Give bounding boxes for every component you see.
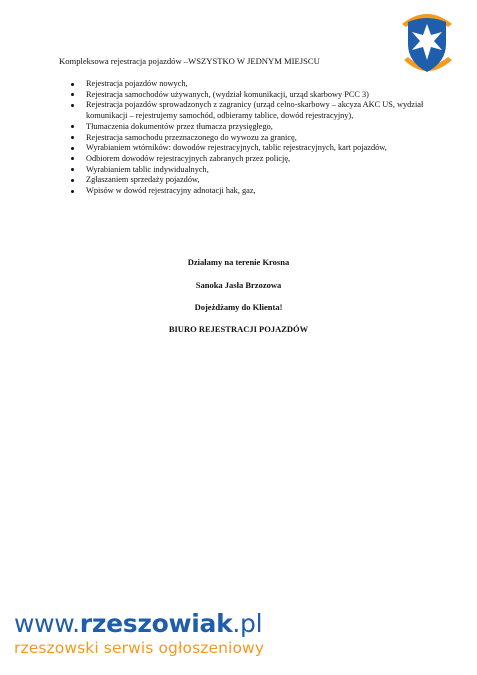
footer-brand: [14, 610, 264, 657]
company-name: BIURO REJESTRACJI POJAZDÓW: [168, 324, 309, 334]
rzeszowiak-cross-logo-icon: [398, 8, 456, 78]
services-list: [86, 79, 426, 197]
list-item: Wyrabianiem wtórników: dowodów rejestracyjnych, tablic rejestracyjnych, kart pojazdów,: [86, 143, 426, 154]
brand-url-name: rzeszowiak: [79, 609, 233, 638]
list-item: Zgłaszaniem sprzedaży pojazdów,: [86, 175, 426, 186]
area-line-2: Sanoka Jasła Brzozowa: [195, 280, 282, 290]
area-line-1: Działamy na terenie Krosna: [187, 257, 290, 267]
brand-url-suffix: .pl: [232, 609, 263, 638]
list-item: Tłumaczenia dokumentów przez tłumacza przysięgłego,: [86, 122, 426, 133]
brand-url-prefix: www.: [14, 609, 80, 638]
list-item: Rejestracja samochodu przeznaczonego do wywozu za granicę,: [86, 133, 426, 144]
list-item: Rejestracja samochodów używanych, (wydział komunikacji, urząd skarbowy PCC 3): [86, 90, 426, 101]
list-item: Wpisów w dowód rejestracyjny adnotacji hak, gaz,: [86, 186, 426, 197]
tagline: Dojeżdżamy do Klienta!: [194, 302, 283, 312]
brand-url[interactable]: [14, 610, 264, 638]
heading: Kompleksowa rejestracja pojazdów –WSZYSTKO W JEDNYM MIEJSCU: [59, 56, 320, 66]
list-item: Odbiorem dowodów rejestracyjnych zabranych przez policję,: [86, 154, 426, 165]
brand-subtitle: rzeszowski serwis ogłoszeniowy: [14, 639, 265, 657]
list-item: Rejestracja pojazdów sprowadzonych z zagranicy (urząd celno-skarbowy – akcyza AKC US, wydział komunikacji – rejestrujemy samochód, odbieramy tablice, dowód rejestracyjny),: [86, 100, 426, 121]
list-item: Rejestracja pojazdów nowych,: [86, 79, 426, 90]
list-item: Wyrabianiem tablic indywidualnych,: [86, 165, 426, 176]
